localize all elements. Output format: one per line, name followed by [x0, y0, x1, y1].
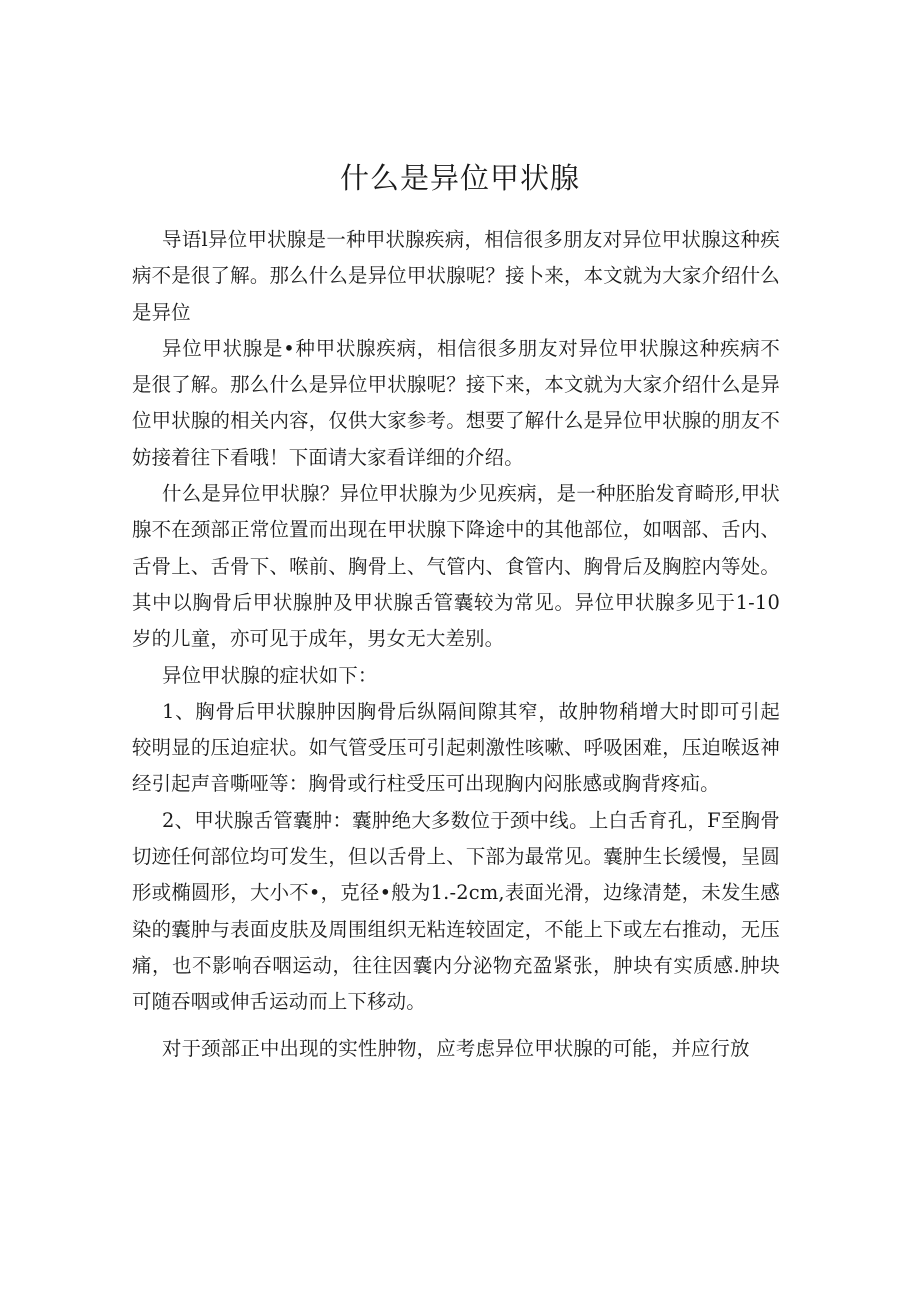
paragraph-symptoms-heading: 异位甲状腺的症状如下：: [162, 663, 378, 687]
paragraph-intro: 导语l异位甲状腺是一种甲状腺疾病，相信很多朋友对异位甲状腺这种疾病不是很了解。那么什么是异位甲状腺呢？接卜来，本文就为大家介绍什么是异位: [132, 228, 780, 324]
paragraph-symptom-2: 2、甲状腺舌管囊肿：囊肿绝大多数位于颈中线。上白舌育孔，F至胸骨切迹任何部位均可发生，但以舌骨上、下部为最常见。囊肿生长缓慢，呈圆形或椭圆形，大小不•，克径•般为1.-2cm,表面光滑，边缘清楚，未发生感染的囊肿与表面皮肤及周围组织无粘连较固定，不能上下或左右推动，无压痛，也不影响吞咽运动，往往因囊内分泌物充盈紧张，肿块有实质感.肿块可随吞咽或伸舌运动而上下移动。: [132, 808, 780, 1014]
paragraph-overview: 异位甲状腺是•种甲状腺疾病，相信很多朋友对异位甲状腺这种疾病不是很了解。那么什么是异位甲状腺呢？接下来，本文就为大家介绍什么是异位甲状腺的相关内容，仅供大家参考。想要了解什么是异位甲状腺的朋友不妨接着往下看哦！下面请大家看详细的介绍。: [132, 336, 780, 469]
paragraph-diagnosis: 对于颈部正中出现的实性肿物，应考虑异位甲状腺的可能，并应行放: [162, 1036, 750, 1060]
paragraph-symptom-1: 1、胸骨后甲状腺肿因胸骨后纵隔间隙其窄，故肿物稍增大时即可引起较明显的压迫症状。如气管受压可引起刺激性咳嗽、呼吸困难，压迫喉返神经引起声音嘶哑等：胸骨或行柱受压可出现胸内闷胀感或胸背疼疝。: [132, 699, 780, 796]
paragraph-definition: 什么是异位甲状腺？异位甲状腺为少见疾病，是一种胚胎发育畸形,甲状腺不在颈部正常位置而出现在甲状腺下降途中的其他部位，如咽部、舌内、舌骨上、舌骨下、喉前、胸骨上、气管内、食管内、胸骨后及胸腔内等处。其中以胸骨后甲状腺肿及甲状腺舌管囊较为常见。异位甲状腺多见于1-10岁的儿童，亦可见于成年，男女无大差别。: [132, 482, 780, 651]
document-body: [132, 222, 780, 1067]
document-title: 什么是异位甲状腺: [339, 161, 580, 195]
